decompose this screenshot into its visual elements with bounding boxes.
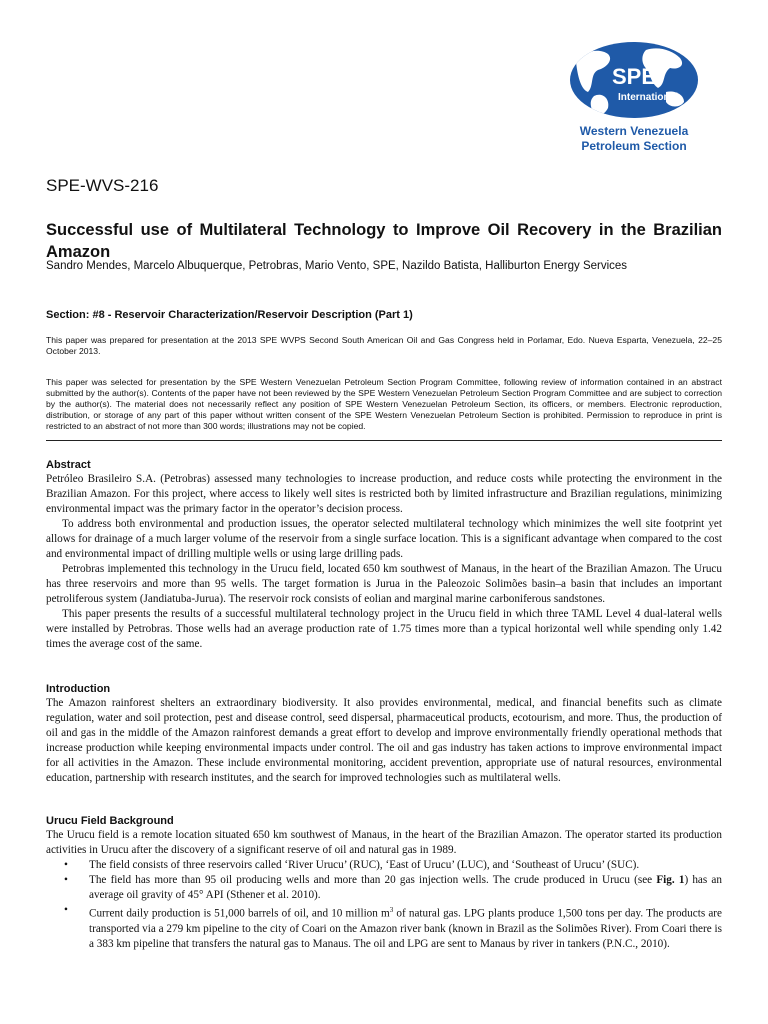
authors: Sandro Mendes, Marcelo Albuquerque, Petrobras, Mario Vento, SPE, Nazildo Batista, Halliburton Energy Services: [46, 260, 628, 272]
bullet-icon: •: [64, 904, 68, 916]
urucu-bullet-list: [46, 858, 722, 952]
paper-title: Successful use of Multilateral Technology to Improve Oil Recovery in the Brazilian Amazon: [46, 221, 722, 261]
abstract-paragraph: To address both environmental and production issues, the operator selected multilateral technology which minimizes the well site footprint yet allows for drainage of a much larger volume of the reservoir from a single surface location. This is a significant advantage when compared to the cost and environmental impact of drilling multiple wells or using large drilling pads.: [46, 518, 722, 560]
introduction-section: [46, 682, 722, 786]
list-item: [46, 873, 722, 903]
bullet-text-start: Current daily production is 51,000 barrels of oil, and 10 million m: [89, 907, 390, 920]
list-item: [46, 858, 722, 873]
abstract-heading: Abstract: [46, 459, 91, 471]
section-label: Section: #8 - Reservoir Characterization/Reservoir Description (Part 1): [46, 309, 413, 321]
abstract-paragraph: Petróleo Brasileiro S.A. (Petrobras) assessed many technologies to increase production, and reduce costs while protecting the environment in the Brazilian Amazon. For this project, where access to likely well sites is restricted both by limited infrastructure and Brazilian regulations, minimizing environmental impact was the primary factor in the operator’s decision process.: [46, 473, 722, 515]
presentation-notice: This paper was prepared for presentation at the 2013 SPE WVPS Second South American Oil and Gas Congress held in Porlamar, Edo. Nueva Esparta, Venezuela, 22–25 October 2013.: [46, 335, 722, 356]
abstract-paragraph: Petrobras implemented this technology in the Urucu field, located 650 km southwest of Manaus, in the heart of the Brazilian Amazon. The Urucu has three reservoirs and more than 95 wells. The target formation is Jurua in the Paleozoic Solimões basin–a basin that includes an important petroliferous system (Jandiatuba-Jurua). The reservoir rock consists of eolian and marginal marine carboniferous sandstones.: [46, 563, 722, 605]
introduction-heading: Introduction: [46, 683, 111, 695]
superscript: 3: [389, 906, 394, 914]
list-item: [46, 903, 722, 952]
bullet-text: The field consists of three reservoirs called ‘River Urucu’ (RUC), ‘East of Urucu’ (LUC), and ‘Southeast of Urucu’ (SUC).: [89, 859, 640, 871]
urucu-section: [46, 814, 722, 952]
divider: [46, 440, 722, 441]
urucu-paragraph: The Urucu field is a remote location situated 650 km southwest of Manaus, in the heart of the Brazilian Amazon. The operator started its production activities in Urucu after the discovery of a significant reserve of oil and natural gas in 1989.: [46, 829, 722, 856]
logo-caption-line2: Petroleum Section: [581, 139, 687, 153]
copyright-notice: This paper was selected for presentation by the SPE Western Venezuelan Petroleum Section Program Committee, following review of information contained in an abstract submitted by the author(s). Contents of the paper have not been reviewed by the SPE Western Venezuelan Petroleum Section Program Committee and are subject to correction by the author(s). The material does not necessarily reflect any position of SPE Western Venezuelan Petroleum Section, its officers, or members. Electronic reproduction, distribution, or storage of any part of this paper without written consent of the SPE Western Venezuelan Petroleum Section is prohibited. Permission to reproduce in print is restricted to an abstract of not more than 300 words; illustrations may not be copied.: [46, 377, 722, 431]
urucu-heading: Urucu Field Background: [46, 815, 174, 827]
bullet-text-end: of natural gas. LPG plants produce 1,500 tons per day. The products are transported via a 279 km pipeline to the city of Coari on the Amazon river bank (known in Brazil as the Solimões River). From Coari there is a 383 km pipeline that transfers the natural gas to Manaus. The oil and LPG are sent to Manaus by river in tankers (P.N.C., 2010).: [89, 907, 722, 950]
logo-sub: International: [617, 92, 679, 103]
figure-reference: Fig. 1: [656, 874, 685, 886]
bullet-text-start: The field has more than 95 oil producing wells and more than 20 gas injection wells. The crude produced in Urucu (see: [89, 874, 657, 886]
bullet-icon: •: [64, 859, 68, 871]
introduction-paragraph: The Amazon rainforest shelters an extraordinary biodiversity. It also provides environmental, medical, and financial benefits such as climate regulation, water and soil protection, pest and disease control, seed dispersal, pharmaceutical products, ecotourism, and more. Thus, the production of oil and gas in the middle of the Amazon rainforest demands a great effort to develop and improve environmentally friendly operational methods that increase production while keeping environmental impacts under control. The oil and gas industry has taken actions to improve environmental impact for all activities in the Amazon. These include environmental monitoring, accident prevention, appropriate use of natural resources, environmental education, partnership with research institutes, and the search for improved technologies such as multilateral wells.: [46, 697, 722, 784]
logo-caption: [544, 124, 724, 154]
abstract-paragraph: This paper presents the results of a successful multilateral technology project in the Urucu field in which three TAML Level 4 dual-lateral wells were installed by Petrobras. Those wells had an average production rate of 1.75 times more than a typical horizontal well while spending only 1.42 times the average cost of the same.: [46, 608, 722, 650]
logo-caption-line1: Western Venezuela: [579, 124, 689, 138]
abstract-section: [46, 458, 722, 652]
paper-id: SPE-WVS-216: [46, 176, 159, 195]
spe-logo: [544, 40, 724, 172]
globe-icon: [554, 40, 714, 120]
logo-brand: SPE: [611, 64, 657, 89]
bullet-icon: •: [64, 874, 68, 886]
bullet-text-end: ) has an average oil gravity of 45° API (Sthener et al. 2010).: [89, 874, 722, 901]
